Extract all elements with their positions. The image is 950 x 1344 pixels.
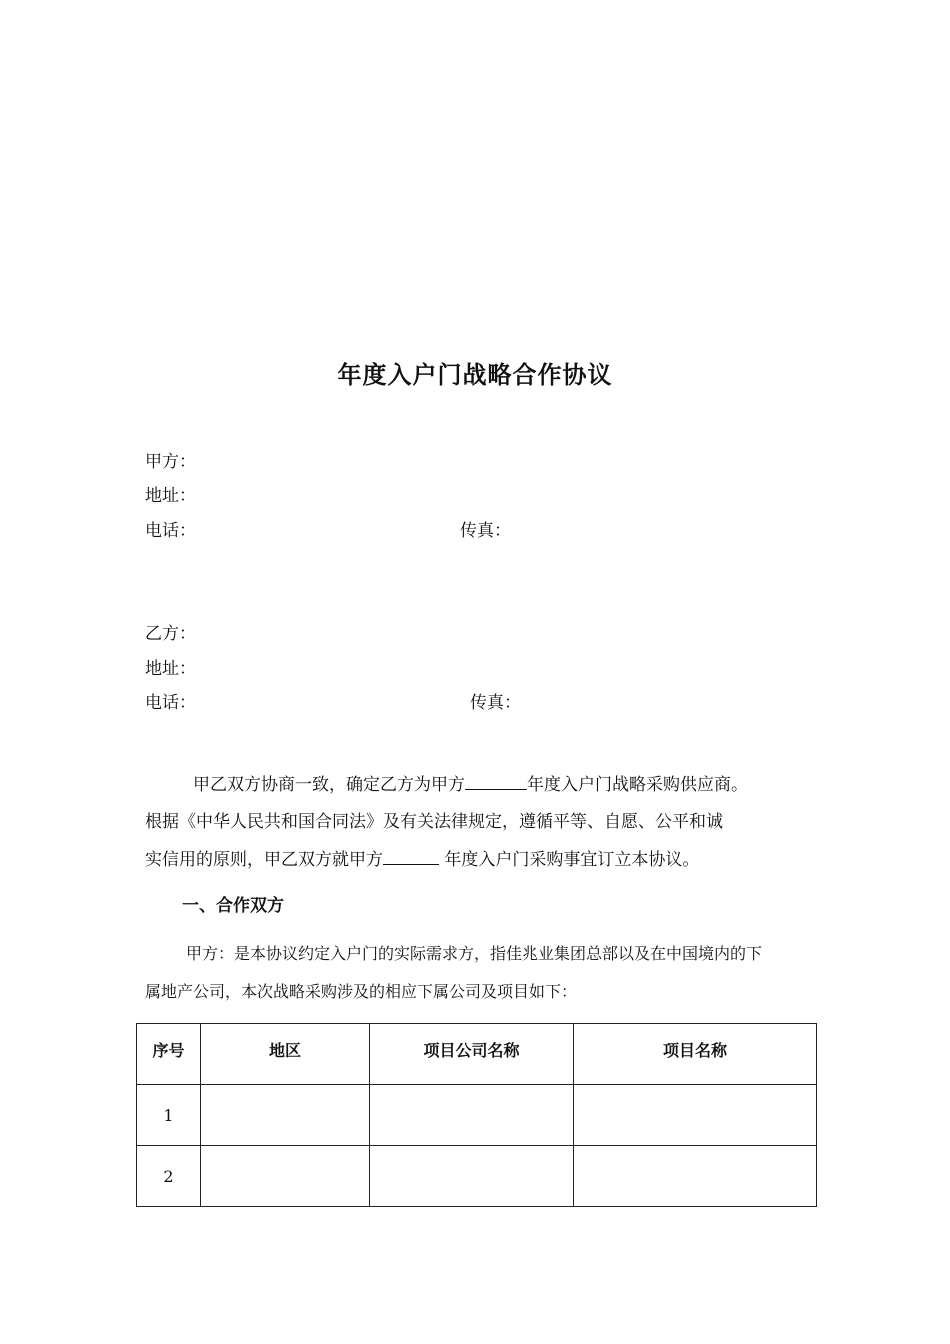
table-header-cell: 序号 [137,1024,201,1085]
section-1-heading: 一、合作双方 [182,896,284,916]
section-1-para-line-2: 属地产公司，本次战略采购涉及的相应下属公司及项目如下： [145,982,578,1001]
project-table [136,1023,817,1207]
table-cell [201,1085,370,1146]
year-blank-2 [383,847,439,865]
intro-line-1 [193,772,748,797]
page-title: 年度入户门战略合作协议 [337,361,613,389]
table-cell [574,1146,817,1207]
table-header-row [137,1024,817,1085]
table-row [137,1085,817,1146]
table-row [137,1146,817,1207]
intro-line-3 [145,847,699,872]
table-cell [201,1146,370,1207]
table-cell [574,1085,817,1146]
party-a-address-label: 地址： [145,486,196,506]
intro-line-1-a: 甲乙双方协商一致，确定乙方为甲方 [193,775,465,795]
party-b-name-label: 乙方： [145,624,196,644]
party-a-name-label: 甲方： [145,452,196,472]
intro-line-3-a: 实信用的原则，甲乙双方就甲方 [145,850,383,870]
party-b-fax-label: 传真： [470,693,521,713]
party-a-phone-label: 电话： [145,521,196,541]
party-b-phone-label: 电话： [145,693,196,713]
table-cell [370,1146,574,1207]
intro-line-3-b: 年度入户门采购事宜订立本协议。 [439,850,700,870]
party-b-address-label: 地址： [145,659,196,679]
table-cell: 1 [137,1085,201,1146]
intro-line-2: 根据《中华人民共和国合同法》及有关法律规定，遵循平等、自愿、公平和诚 [145,812,723,832]
table-header-cell: 项目公司名称 [370,1024,574,1085]
party-a-fax-label: 传真： [460,521,511,541]
section-1-para-line-1: 甲方：是本协议约定入户门的实际需求方，指佳兆业集团总部以及在中国境内的下 [186,944,763,963]
intro-line-1-b: 年度入户门战略采购供应商。 [527,775,748,795]
table-header-cell: 项目名称 [574,1024,817,1085]
table-cell: 2 [137,1146,201,1207]
table-cell [370,1085,574,1146]
table-header-cell: 地区 [201,1024,370,1085]
year-blank-1 [465,772,527,790]
